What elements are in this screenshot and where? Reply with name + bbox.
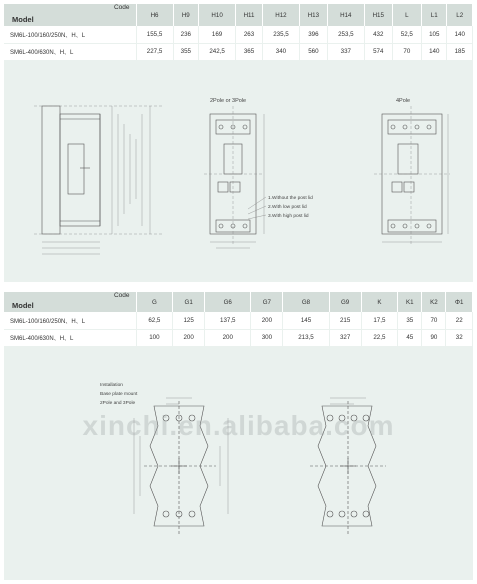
cell: 355 bbox=[173, 43, 198, 60]
col-header: L2 bbox=[447, 4, 473, 26]
cell: 253,5 bbox=[327, 26, 364, 43]
col-header: K2 bbox=[422, 292, 446, 312]
cell: 22,5 bbox=[361, 329, 398, 346]
cell: 227,5 bbox=[136, 43, 173, 60]
model-name: SM6L-100/160/250N、H、L bbox=[4, 26, 136, 43]
cell: 52,5 bbox=[392, 26, 421, 43]
install-subtitle: Base plate mount bbox=[100, 392, 138, 397]
cell: 432 bbox=[364, 26, 392, 43]
dimension-table-g bbox=[4, 292, 473, 347]
cell: 105 bbox=[422, 26, 447, 43]
cell: 140 bbox=[422, 43, 447, 60]
cell: 215 bbox=[329, 312, 361, 329]
cell: 340 bbox=[262, 43, 299, 60]
label-4pole: 4Pole bbox=[396, 98, 411, 104]
header-model-code bbox=[4, 4, 136, 26]
cell: 169 bbox=[199, 26, 236, 43]
cell: 300 bbox=[251, 329, 283, 346]
cell: 365 bbox=[236, 43, 263, 60]
side-view-handle-block bbox=[60, 114, 100, 226]
model-name: SM6L-400/630N、H、L bbox=[4, 43, 136, 60]
col-header: K1 bbox=[398, 292, 422, 312]
cell: 185 bbox=[447, 43, 473, 60]
install-subtitle-2: 2Pole and 3Pole bbox=[100, 401, 136, 406]
side-view-body bbox=[42, 106, 60, 234]
col-header: G9 bbox=[329, 292, 361, 312]
col-header: H13 bbox=[299, 4, 327, 26]
cell: 155,5 bbox=[136, 26, 173, 43]
cell: 35 bbox=[398, 312, 422, 329]
cell: 22 bbox=[446, 312, 473, 329]
col-header: G8 bbox=[283, 292, 329, 312]
install-title: Installation bbox=[100, 383, 123, 388]
col-header: H14 bbox=[327, 4, 364, 26]
model-name: SM6L-400/630N、H、L bbox=[4, 329, 136, 346]
cell: 137,5 bbox=[205, 312, 251, 329]
col-header: Φ1 bbox=[446, 292, 473, 312]
cell: 560 bbox=[299, 43, 327, 60]
cell: 263 bbox=[236, 26, 263, 43]
col-header: L1 bbox=[422, 4, 447, 26]
cell: 200 bbox=[173, 329, 205, 346]
model-label: Model bbox=[12, 15, 34, 24]
cell: 70 bbox=[392, 43, 421, 60]
model-name: SM6L-100/160/250N、H、L bbox=[4, 312, 136, 329]
col-header: H9 bbox=[173, 4, 198, 26]
cell: 337 bbox=[327, 43, 364, 60]
cell: 200 bbox=[205, 329, 251, 346]
cell: 574 bbox=[364, 43, 392, 60]
cell: 17,5 bbox=[361, 312, 398, 329]
col-header: G1 bbox=[173, 292, 205, 312]
cell: 145 bbox=[283, 312, 329, 329]
cell: 125 bbox=[173, 312, 205, 329]
cell: 327 bbox=[329, 329, 361, 346]
note-1: 1.Without the post lid bbox=[268, 196, 313, 201]
col-header: L bbox=[392, 4, 421, 26]
header-model-code bbox=[4, 292, 136, 312]
cell: 235,5 bbox=[262, 26, 299, 43]
col-header: H15 bbox=[364, 4, 392, 26]
col-header: G bbox=[136, 292, 173, 312]
cell: 70 bbox=[422, 312, 446, 329]
note-3: 3.With high post lid bbox=[268, 214, 309, 219]
col-header: K bbox=[361, 292, 398, 312]
note-2: 2.With low post lid bbox=[268, 205, 307, 210]
col-header: H10 bbox=[199, 4, 236, 26]
cell: 236 bbox=[173, 26, 198, 43]
table-row bbox=[4, 312, 473, 329]
code-label: Code bbox=[113, 292, 130, 299]
cell: 62,5 bbox=[136, 312, 173, 329]
cell: 242,5 bbox=[199, 43, 236, 60]
panel-dimensions-h bbox=[4, 4, 473, 282]
code-label: Code bbox=[113, 4, 130, 11]
label-2pole-3pole: 2Pole or 3Pole bbox=[210, 98, 247, 104]
cell: 140 bbox=[447, 26, 473, 43]
col-header: H12 bbox=[262, 4, 299, 26]
installation-drawing bbox=[4, 376, 473, 576]
cell: 45 bbox=[398, 329, 422, 346]
table-row bbox=[4, 26, 473, 43]
table-row bbox=[4, 43, 473, 60]
dimension-drawing-1 bbox=[4, 84, 473, 276]
dimension-table-h bbox=[4, 4, 473, 61]
col-header: G7 bbox=[251, 292, 283, 312]
cell: 32 bbox=[446, 329, 473, 346]
col-header: H11 bbox=[236, 4, 263, 26]
col-header: H6 bbox=[136, 4, 173, 26]
table-row bbox=[4, 329, 473, 346]
cell: 200 bbox=[251, 312, 283, 329]
model-label: Model bbox=[12, 301, 34, 310]
cell: 213,5 bbox=[283, 329, 329, 346]
cell: 100 bbox=[136, 329, 173, 346]
cell: 90 bbox=[422, 329, 446, 346]
watermark: xinchi.en.alibaba.com bbox=[82, 410, 395, 441]
cell: 396 bbox=[299, 26, 327, 43]
col-header: G6 bbox=[205, 292, 251, 312]
